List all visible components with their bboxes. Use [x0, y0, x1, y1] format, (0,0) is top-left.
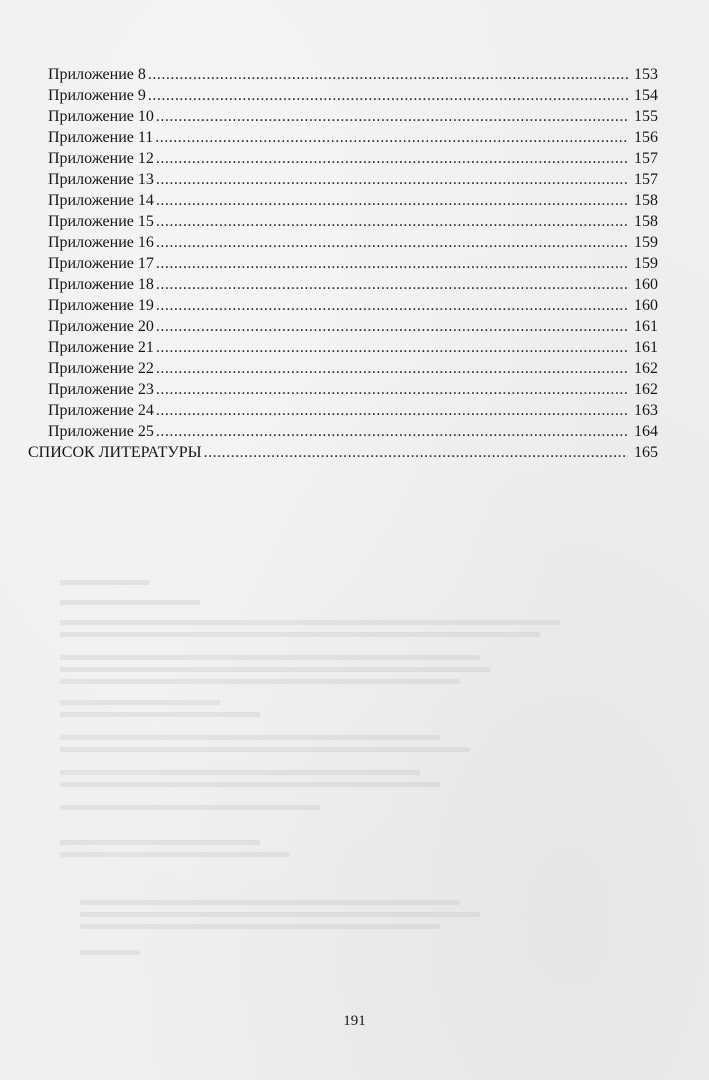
- toc-entry-page: 163: [634, 402, 658, 419]
- toc-entry-label: Приложение 14: [48, 192, 154, 209]
- toc-entry-label: Приложение 13: [48, 171, 154, 188]
- dot-leader: [156, 358, 628, 379]
- dot-leader: [156, 274, 628, 295]
- toc-entry-page: 161: [634, 318, 658, 335]
- dot-leader: [148, 64, 628, 85]
- show-through-text: [40, 560, 600, 980]
- toc-entry-label: Приложение 10: [48, 108, 154, 125]
- toc-entry[interactable]: [28, 316, 658, 337]
- toc-entry[interactable]: [28, 232, 658, 253]
- toc-entry[interactable]: [28, 421, 658, 442]
- toc-entry[interactable]: [28, 358, 658, 379]
- toc-entry-page: 156: [634, 129, 658, 146]
- toc-entry[interactable]: [28, 253, 658, 274]
- toc-entry-label: Приложение 12: [48, 150, 154, 167]
- toc-entry[interactable]: [28, 64, 658, 85]
- toc-entry[interactable]: [28, 127, 658, 148]
- toc-entry-page: 164: [634, 423, 658, 440]
- toc-entry[interactable]: [28, 148, 658, 169]
- toc-entry-label: Приложение 11: [48, 129, 154, 146]
- toc-entry[interactable]: [28, 295, 658, 316]
- dot-leader: [156, 379, 628, 400]
- toc-entry[interactable]: [28, 169, 658, 190]
- toc-entry-page: 159: [634, 255, 658, 272]
- toc-entry-label: Приложение 25: [48, 423, 154, 440]
- dot-leader: [156, 190, 628, 211]
- toc-entry-page: 158: [634, 192, 658, 209]
- toc-entry[interactable]: [28, 379, 658, 400]
- toc-entry[interactable]: [28, 274, 658, 295]
- toc-entry[interactable]: [28, 85, 658, 106]
- toc-entry-label: Приложение 16: [48, 234, 154, 251]
- toc-entry-label: Приложение 24: [48, 402, 154, 419]
- toc-entry-label: Приложение 23: [48, 381, 154, 398]
- toc-entry-label: Приложение 15: [48, 213, 154, 230]
- toc-entry[interactable]: [28, 106, 658, 127]
- toc-entry-page: 162: [634, 381, 658, 398]
- dot-leader: [155, 127, 628, 148]
- toc-entry-page: 161: [634, 339, 658, 356]
- toc-entry-label: Приложение 21: [48, 339, 154, 356]
- toc-entry-page: 157: [634, 150, 658, 167]
- toc-entry[interactable]: [28, 190, 658, 211]
- toc-entry-page: 162: [634, 360, 658, 377]
- toc-entry-page: 160: [634, 276, 658, 293]
- toc-entry-bibliography[interactable]: [28, 442, 658, 463]
- dot-leader: [156, 232, 628, 253]
- dot-leader: [156, 148, 628, 169]
- toc-entry-page: 157: [634, 171, 658, 188]
- toc-entry-label: Приложение 8: [48, 66, 146, 83]
- dot-leader: [156, 106, 628, 127]
- toc-entry-page: 155: [634, 108, 658, 125]
- dot-leader: [148, 85, 628, 106]
- toc-entry[interactable]: [28, 400, 658, 421]
- dot-leader: [156, 169, 628, 190]
- toc-entry-page: 159: [634, 234, 658, 251]
- dot-leader: [156, 316, 628, 337]
- dot-leader: [156, 400, 628, 421]
- toc-entry-page: 158: [634, 213, 658, 230]
- toc-entry-label: СПИСОК ЛИТЕРАТУРЫ: [28, 444, 202, 461]
- table-of-contents: [28, 64, 658, 463]
- toc-entry-label: Приложение 22: [48, 360, 154, 377]
- toc-entry-label: Приложение 19: [48, 297, 154, 314]
- toc-entry-page: 165: [634, 444, 658, 461]
- toc-entry-label: Приложение 20: [48, 318, 154, 335]
- dot-leader: [204, 442, 628, 463]
- toc-entry-label: Приложение 9: [48, 87, 146, 104]
- dot-leader: [156, 295, 628, 316]
- dot-leader: [156, 337, 628, 358]
- page-number: 191: [343, 1013, 366, 1029]
- dot-leader: [156, 253, 628, 274]
- dot-leader: [156, 211, 628, 232]
- toc-entry-page: 154: [634, 87, 658, 104]
- toc-entry-page: 160: [634, 297, 658, 314]
- toc-entry-label: Приложение 17: [48, 255, 154, 272]
- toc-entry[interactable]: [28, 337, 658, 358]
- dot-leader: [156, 421, 628, 442]
- toc-entry-label: Приложение 18: [48, 276, 154, 293]
- toc-entry-page: 153: [634, 66, 658, 83]
- toc-entry[interactable]: [28, 211, 658, 232]
